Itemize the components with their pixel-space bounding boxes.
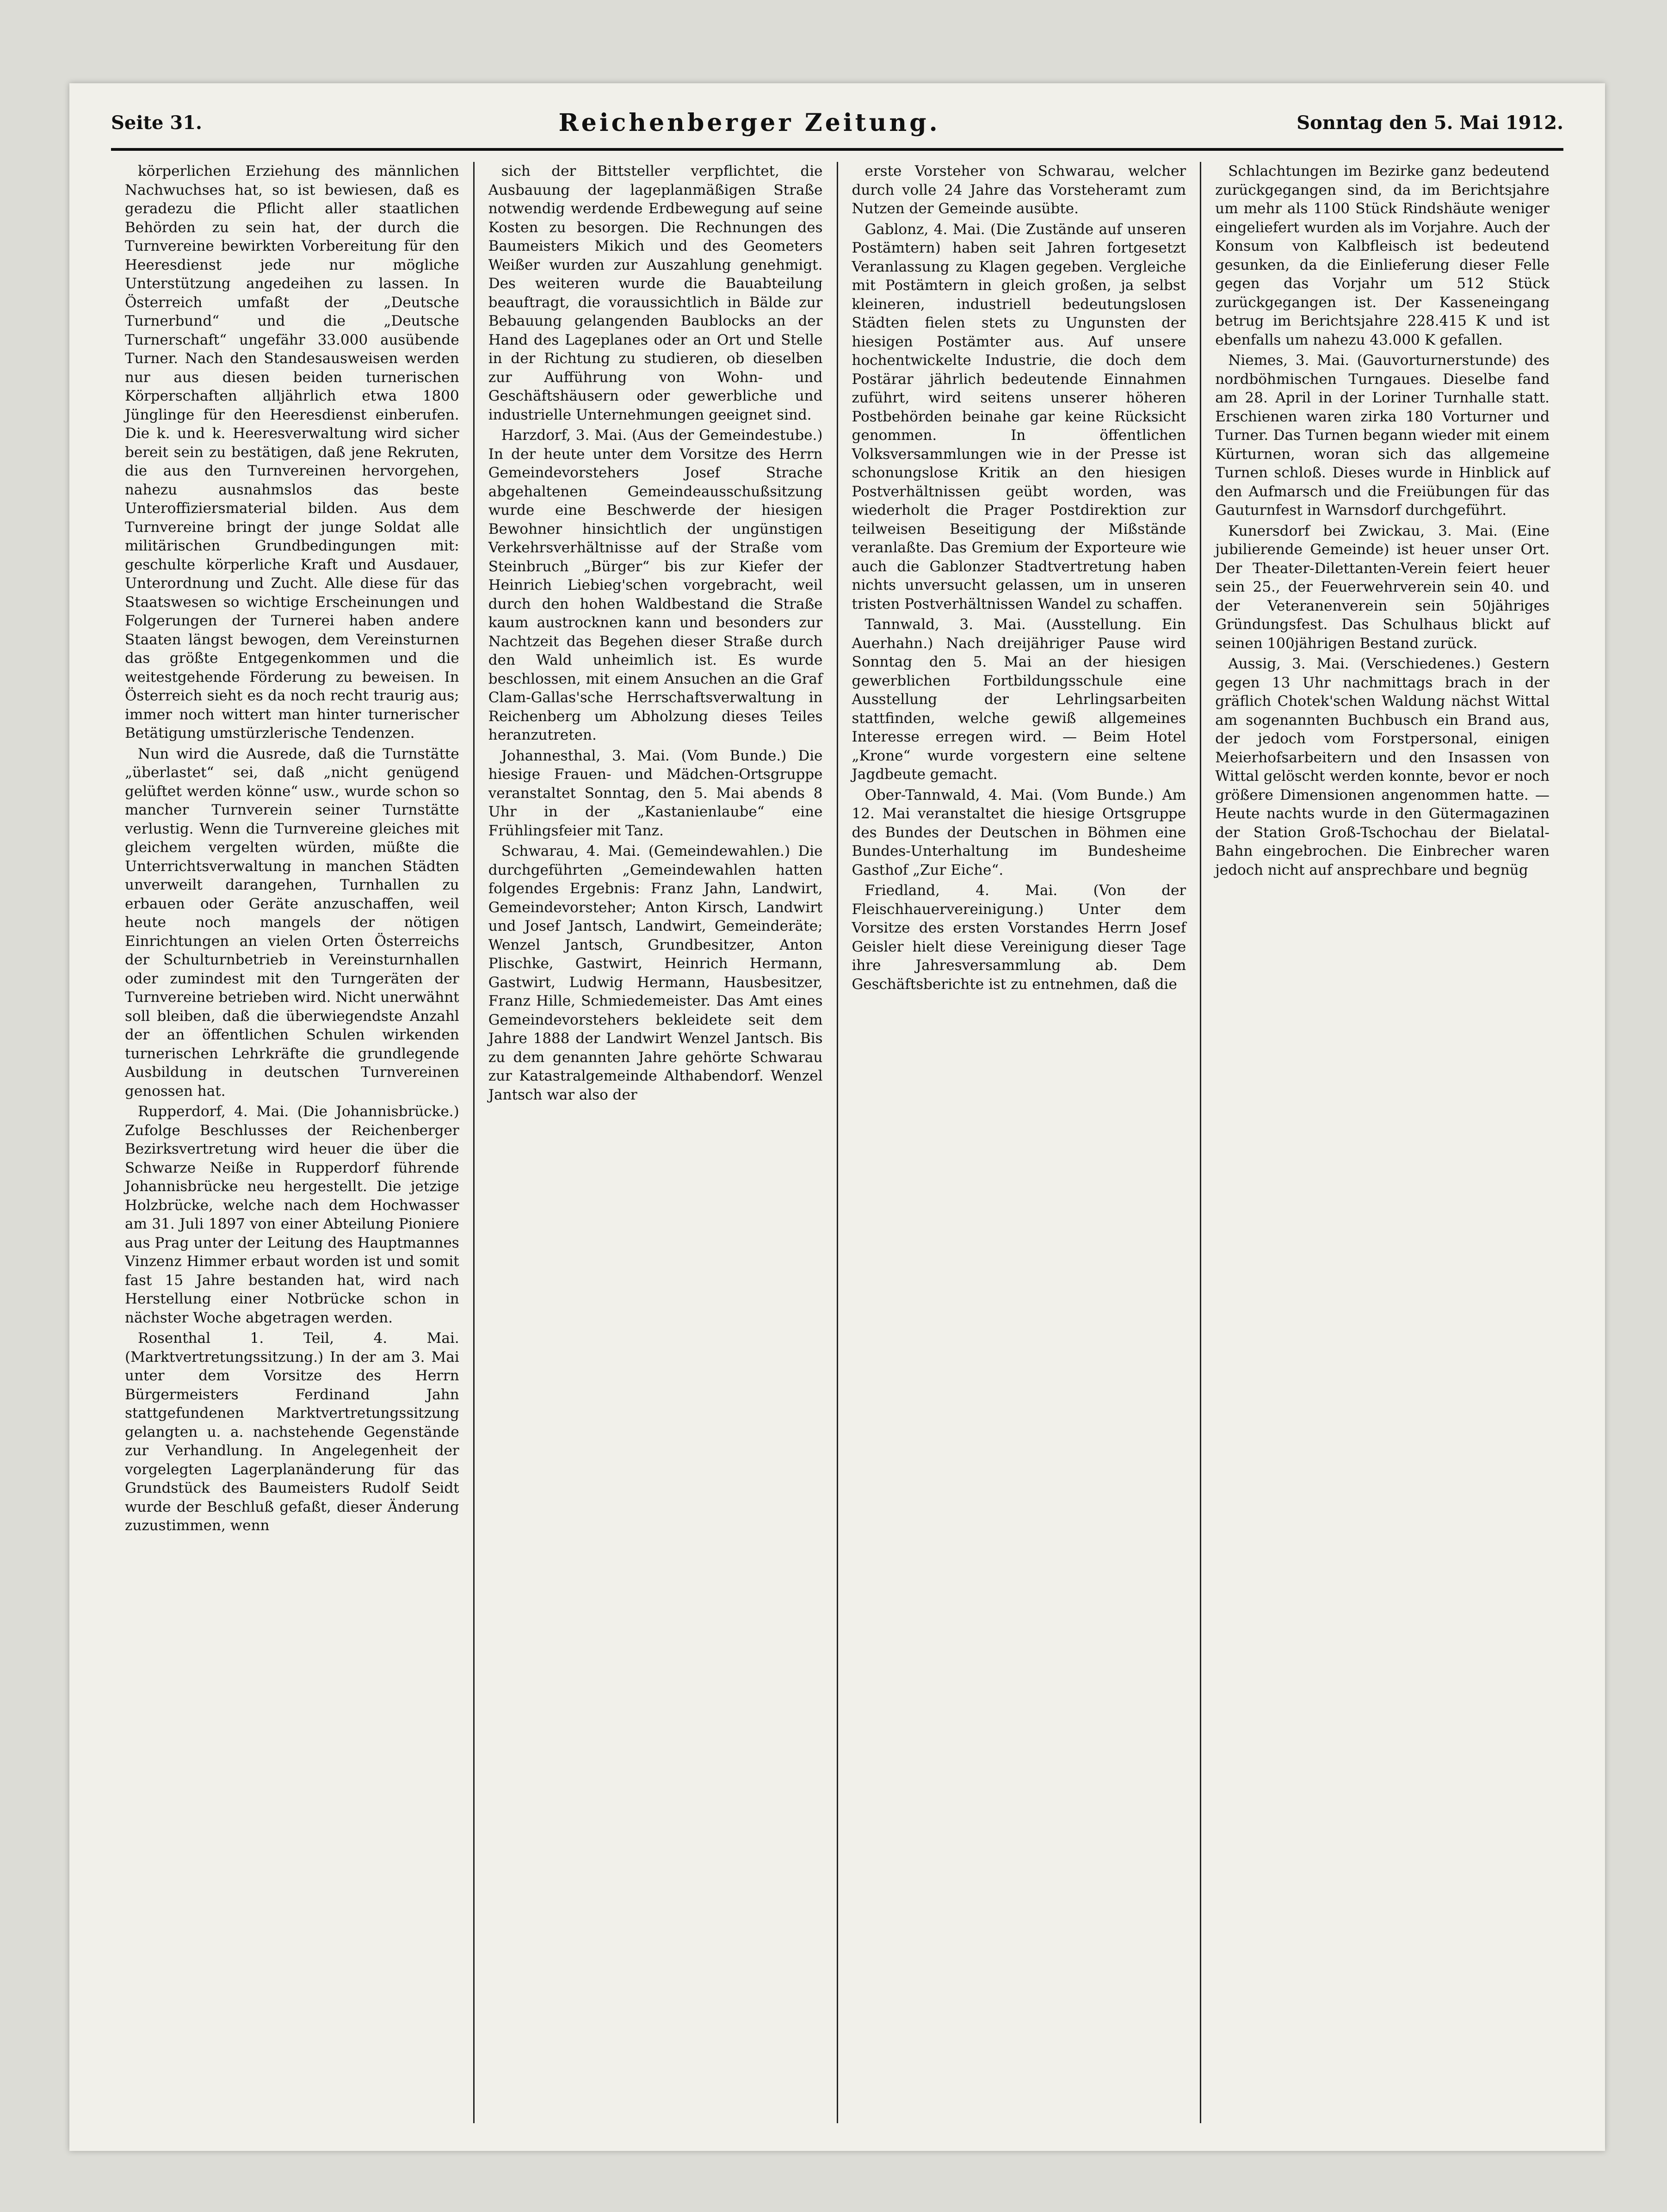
article-paragraph: Gablonz, 4. Mai. (Die Zustände auf unseren Postämtern) haben seit Jahren fortgesetzt Veranlassung zu Klagen gegeben. Vergleiche mit Postämtern in gleich großen, ja selbst kleineren, industriell bedeutungslosen Städten fielen stets zu Ungunsten der hiesigen Postämter aus. Auf unsere hochentwickelte Industrie, die doch dem Postärar jährlich bedeutende Einnahmen zuführt, wird seitens unserer höheren Postbehörden beinahe gar keine Rücksicht genommen. In öffentlichen Volksversammlungen wie in der Presse ist schonungslose Kritik an den hiesigen Postverhältnissen geübt worden, was wiederholt die Prager Postdirektion zur teilweisen Beseitigung der Mißstände veranlaßte. Das Gremium der Exporteure wie auch die Gablonzer Stadtvertretung haben nichts unversucht gelassen, um in unseren tristen Postverhältnissen Wandel zu schaffen. [852,221,1186,612]
article-paragraph: Kunersdorf bei Zwickau, 3. Mai. (Eine jubilierende Gemeinde) ist heuer unser Ort. Der Theater-Dilettanten-Verein feiert heuer sein 25., der Feuerwehrverein sein 40. und der Veteranenverein sein 50jähriges Gründungsfest. Das Schulhaus blickt auf seinen 100jährigen Bestand zurück. [1215,522,1550,652]
article-columns [111,162,1563,2123]
article-paragraph: Friedland, 4. Mai. (Von der Fleischhauervereinigung.) Unter dem Vorsitze des ersten Vorstandes Herrn Josef Geisler hielt diese Vereinigung dieser Tage ihre Jahresversammlung ab. Dem Geschäftsberichte ist zu entnehmen, daß die [852,882,1186,993]
page-header [111,97,1563,151]
page-number: Seite 31. [111,111,202,134]
article-paragraph: erste Vorsteher von Schwarau, welcher durch volle 24 Jahre das Vorsteheramt zum Nutzen der Gemeinde ausübte. [852,163,1186,217]
article-paragraph: Rosenthal 1. Teil, 4. Mai. (Marktvertretungssitzung.) In der am 3. Mai unter dem Vorsitze des Herrn Bürgermeisters Ferdinand Jahn stattgefundenen Marktvertretungssitzung gelangten u. a. nachstehende Gegenstände zur Verhandlung. In Angelegenheit der vorgelegten Lagerplanänderung für das Grundstück des Baumeisters Rudolf Seidt wurde der Beschluß gefaßt, dieser Änderung zuzustimmen, wenn [125,1330,459,1534]
article-paragraph: Harzdorf, 3. Mai. (Aus der Gemeindestube.) In der heute unter dem Vorsitze des Herrn Gemeindevorstehers Josef Strache abgehaltenen Gemeindeausschußsitzung wurde eine Beschwerde der hiesigen Bewohner hinsichtlich der ungünstigen Verkehrsverhältnisse auf der Straße vom Steinbruch „Bürger“ bis zur Kiefer der Heinrich Liebieg'schen vorgebracht, weil durch den hohen Waldbestand die Straße kaum austrocknen kann und besonders zur Nachtzeit das Begehen dieser Straße durch den Wald unheimlich ist. Es wurde beschlossen, mit einem Ansuchen an die Graf Clam-Gallas'sche Herrschaftsverwaltung in Reichenberg um Abholzung dieses Teiles heranzutreten. [488,427,823,743]
column-2 [475,162,838,2123]
article-paragraph: körperlichen Erziehung des männlichen Nachwuchses hat, so ist bewiesen, daß es geradezu die Pflicht aller staatlichen Behörden zu sein hat, der durch die Turnvereine bewirkten Vorbereitung für den Heeresdienst jede nur mögliche Unterstützung angedeihen zu lassen. In Österreich umfaßt der „Deutsche Turnerbund“ und die „Deutsche Turnerschaft“ ungefähr 33.000 ausübende Turner. Nach den Standesausweisen werden nur aus diesen beiden turnerischen Körperschaften alljährlich etwa 1800 Jünglinge für den Heeresdienst einberufen. Die k. und k. Heeresverwaltung wird sicher bereit sein zu bestätigen, daß jene Rekruten, die aus den Turnvereinen hervorgehen, nahezu ausnahmslos das beste Unteroffiziersmaterial bilden. Aus dem Turnvereine bringt der junge Soldat alle militärischen Grundbedingungen mit: geschulte körperliche Kraft und Ausdauer, Unterordnung und Zucht. Alle diese für das Staatswesen so wichtige Erscheinungen und Folgerungen der Turnerei haben andere Staaten längst bewogen, dem Vereinsturnen das größte Entgegenkommen und die weitestgehende Förderung zu beweisen. In Österreich sieht es da noch recht traurig aus; immer noch wittert man hinter turnerischer Betätigung umstürzlerische Tendenzen. [125,163,459,741]
article-paragraph: Johannesthal, 3. Mai. (Vom Bunde.) Die hiesige Frauen- und Mädchen-Ortsgruppe veranstaltet Sonntag, den 5. Mai abends 8 Uhr in der „Kastanienlaube“ eine Frühlingsfeier mit Tanz. [488,747,823,839]
article-paragraph: Rupperdorf, 4. Mai. (Die Johannisbrücke.) Zufolge Beschlusses der Reichenberger Bezirksvertretung wird heuer die über die Schwarze Neiße in Rupperdorf führende Johannisbrücke neu hergestellt. Die jetzige Holzbrücke, welche nach dem Hochwasser am 31. Juli 1897 von einer Abteilung Pioniere aus Prag unter der Leitung des Hauptmannes Vinzenz Himmer erbaut worden ist und somit fast 15 Jahre bestanden hat, wird nach Herstellung einer Notbrücke schon in nächster Woche abgetragen werden. [125,1103,459,1326]
article-paragraph: Aussig, 3. Mai. (Verschiedenes.) Gestern gegen 13 Uhr nachmittags brach in der gräflich Chotek'schen Waldung nächst Wittal am sogenannten Buchbusch ein Brand aus, der jedoch vom Forstpersonal, einigen Meierhofsarbeitern und den Insassen von Wittal gelöscht werden konnte, bevor er noch größere Dimensionen angenommen hatte. — Heute nachts wurde in den Gütermagazinen der Station Groß-Tschochau der Bielatal-Bahn eingebrochen. Die Einbrecher waren jedoch nicht auf ansprechbare und begnüg [1215,655,1550,878]
column-3 [838,162,1202,2123]
article-paragraph: Schlachtungen im Bezirke ganz bedeutend zurückgegangen sind, da im Berichtsjahre um mehr als 1100 Stück Rindshäute weniger eingeliefert wurden als im Vorjahre. Auch der Konsum von Kalbfleisch ist bedeutend gesunken, da die Einlieferung dieser Felle gegen das Vorjahr um 512 Stück zurückgegangen ist. Der Kasseneingang betrug im Berichtsjahre 228.415 K und ist ebenfalls um nahezu 43.000 K gefallen. [1215,163,1550,348]
article-paragraph: sich der Bittsteller verpflichtet, die Ausbauung der lageplanmäßigen Straße notwendig werdende Erdbewegung auf seine Kosten zu besorgen. Die Rechnungen des Baumeisters Mikich und des Geometers Weißer wurden zur Auszahlung genehmigt. Des weiteren wurde die Bauabteilung beauftragt, die voraussichtlich in Bälde zur Bebauung gelangenden Baublocks an der Hand des Lageplanes oder an Ort und Stelle in der Richtung zu studieren, ob dieselben zur Aufführung von Wohn- und Geschäftshäusern oder gewerbliche und industrielle Unternehmungen geeignet sind. [488,163,823,423]
article-paragraph: Tannwald, 3. Mai. (Ausstellung. Ein Auerhahn.) Nach dreijähriger Pause wird Sonntag den 5. Mai an der hiesigen gewerblichen Fortbildungsschule eine Ausstellung der Lehrlingsarbeiten stattfinden, welche gewiß allgemeines Interesse erregen wird. — Beim Hotel „Krone“ wurde vorgestern eine seltene Jagdbeute gemacht. [852,616,1186,783]
article-paragraph: Schwarau, 4. Mai. (Gemeindewahlen.) Die durchgeführten „Gemeindewahlen hatten folgendes Ergebnis: Franz Jahn, Landwirt, Gemeindevorsteher; Anton Kirsch, Landwirt und Josef Jantsch, Landwirt, Gemeinderäte; Wenzel Jantsch, Grundbesitzer, Anton Plischke, Gastwirt, Heinrich Hermann, Gastwirt, Ludwig Hermann, Hausbesitzer, Franz Hille, Schmiedemeister. Das Amt eines Gemeindevorstehers bekleidete seit dem Jahre 1888 der Landwirt Wenzel Jantsch. Bis zu dem genannten Jahre gehörte Schwarau zur Katastralgemeinde Althabendorf. Wenzel Jantsch war also der [488,843,823,1103]
newspaper-page [69,83,1605,2151]
article-paragraph: Ober-Tannwald, 4. Mai. (Vom Bunde.) Am 12. Mai veranstaltet die hiesige Ortsgruppe des Bundes der Deutschen in Böhmen eine Bundes-Unterhaltung im Bundesheime Gasthof „Zur Eiche“. [852,786,1186,878]
column-1 [111,162,475,2123]
newspaper-title: Reichenberger Zeitung. [558,108,940,137]
issue-date: Sonntag den 5. Mai 1912. [1297,111,1563,134]
article-paragraph: Niemes, 3. Mai. (Gauvorturnerstunde) des nordböhmischen Turngaues. Dieselbe fand am 28. April in der Loriner Turnhalle statt. Erschienen waren zirka 180 Vorturner und Turner. Das Turnen begann wieder mit einem Kürturnen, woran sich das allgemeine Turnen schloß. Dieses wurde in Hinblick auf den Aufmarsch und die Freiübungen für das Gauturnfest in Warnsdorf durchgeführt. [1215,352,1550,519]
article-paragraph: Nun wird die Ausrede, daß die Turnstätte „überlastet“ sei, daß „nicht genügend gelüftet werden könne“ usw., wurde schon so mancher Turnverein seiner Turnstätte verlustig. Wenn die Turnvereine gleiches mit gleichem vergelten würden, müßte die Unterrichtsverwaltung in manchen Städten unverweilt darangehen, Turnhallen zu erbauen oder Geräte anzuschaffen, weil heute noch mangels der nötigen Einrichtungen an vielen Orten Österreichs der Schulturnbetrieb in Vereinsturnhallen oder zumindest mit den Turngeräten der Turnvereine betrieben wird. Nicht unerwähnt soll bleiben, daß die überwiegendste Anzahl der an öffentlichen Schulen wirkenden turnerischen Lehrkräfte die grundlegende Ausbildung in deutschen Turnvereinen genossen hat. [125,745,459,1100]
column-4 [1201,162,1563,2123]
